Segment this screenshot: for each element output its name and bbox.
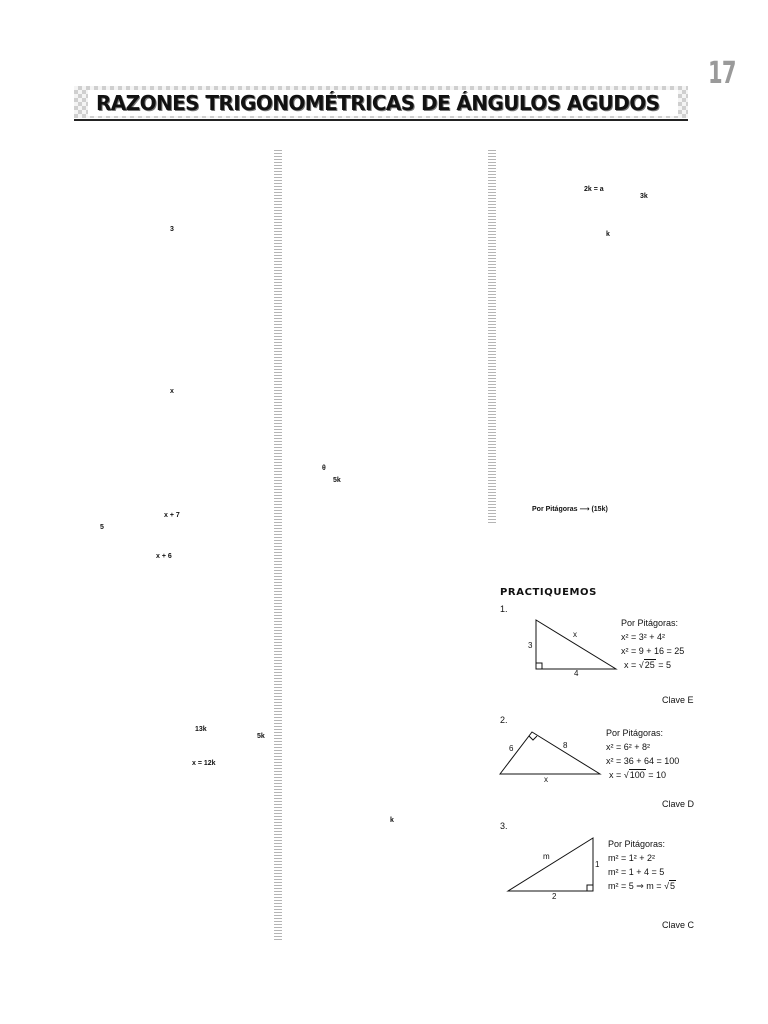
label-13k: 13k [195, 726, 207, 733]
problem-3-number: 3. [500, 821, 508, 831]
problem-3-triangle [505, 834, 605, 896]
problem-3-label-bottom: 2 [552, 892, 557, 901]
label-5k-left: 5k [257, 733, 265, 740]
label-5: 5 [100, 524, 104, 531]
problem-2-label-left: 6 [509, 744, 514, 753]
title-underline [74, 119, 688, 121]
problem-2-triangle [498, 726, 604, 778]
problem-2-label-right: 8 [563, 741, 568, 750]
label-x-12k: x = 12k [192, 760, 216, 767]
problem-1-answer: Clave E [662, 695, 694, 705]
practice-heading: PRACTIQUEMOS [500, 587, 597, 598]
problem-3-work: Por Pitágoras: m² = 1² + 2² m² = 1 + 4 = 5 m² = 5 ⇒ m = √5 [608, 839, 676, 891]
label-k-right: k [606, 231, 610, 238]
problem-1-number: 1. [500, 604, 508, 614]
label-x-plus-7: x + 7 [164, 512, 180, 519]
problem-1-label-left: 3 [528, 641, 533, 650]
pitagoras-note: Por Pitágoras ⟶ (15k) [532, 506, 608, 513]
problem-3-answer: Clave C [662, 920, 695, 930]
page-title: RAZONES TRIGONOMÉTRICAS DE ÁNGULOS AGUDOS [96, 91, 660, 115]
label-3k: 3k [640, 193, 648, 200]
column-separator-left [274, 150, 282, 940]
problem-1-label-hyp: x [573, 630, 577, 639]
label-2k-a: 2k = a [584, 186, 604, 193]
label-x-plus-6: x + 6 [156, 553, 172, 560]
problem-2-answer: Clave D [662, 799, 695, 809]
problem-2-work: Por Pitágoras: x² = 6² + 8² x² = 36 + 64 = 100 x = √100 = 10 [606, 728, 680, 780]
page-number: 17 [708, 56, 736, 91]
label-5k-mid: 5k [333, 477, 341, 484]
label-x: x [170, 388, 174, 395]
problem-2-number: 2. [500, 715, 508, 725]
problem-3-label-right: 1 [595, 860, 600, 869]
label-theta: θ [322, 465, 326, 472]
problem-1-work: Por Pitágoras: x² = 3² + 4² x² = 9 + 16 = 25 x = √25 = 5 [621, 618, 685, 670]
label-k-mid: k [390, 817, 394, 824]
problem-1-label-bottom: 4 [574, 669, 579, 678]
title-box [88, 90, 678, 116]
problem-2-label-bottom: x [544, 775, 548, 784]
problem-1-triangle [500, 612, 630, 682]
label-3: 3 [170, 226, 174, 233]
column-separator-right [488, 150, 496, 525]
problem-3-label-hyp: m [543, 852, 550, 861]
